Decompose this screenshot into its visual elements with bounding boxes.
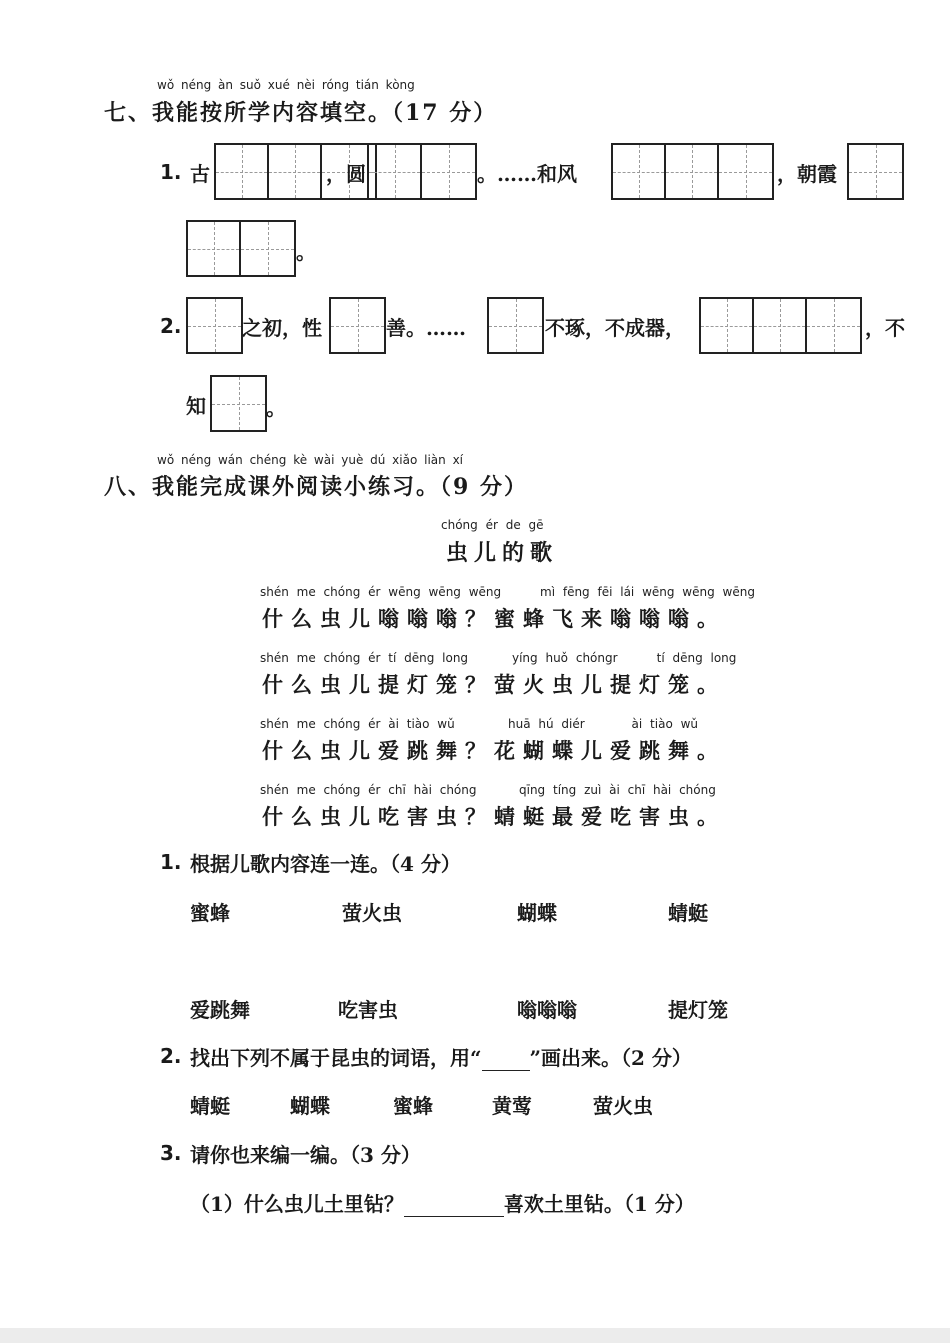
grid-cell[interactable] [188, 299, 241, 352]
q7-2-text-1: 之初，性 [242, 316, 322, 340]
poem-line-1-pinyin-a: shén me chóng ér wēng wēng wēng [260, 585, 502, 599]
poem-line-4-pinyin-b: qīng tíng zuì ài chī hài chóng [519, 783, 716, 797]
section7-title: 七、我能按所学内容填空。（17 分） [104, 100, 498, 126]
q8-2-text-b: ”画出来。（2 分） [529, 1046, 692, 1070]
song-title-pinyin: chóng ér de gē [441, 518, 544, 532]
word-option-2[interactable]: 蝴蝶 [290, 1094, 330, 1118]
q8-3-sub-1-text-a: （1）什么虫儿土里钻？ [190, 1192, 404, 1216]
grid-cell[interactable] [849, 145, 902, 198]
q7-1-text-3: 。……和风 [477, 162, 577, 186]
poem-line-3-pinyin-a: shén me chóng ér ài tiào wǔ [260, 717, 455, 731]
grid-cell[interactable] [719, 145, 772, 198]
q7-1-text-5: 。 [296, 240, 316, 264]
match-bottom-3[interactable]: 嗡嗡嗡 [517, 998, 577, 1022]
grid-cell[interactable] [489, 299, 542, 352]
grid-cell[interactable] [331, 299, 384, 352]
q7-1-number: 1. [160, 160, 182, 184]
song-title: 虫儿的歌 [446, 540, 559, 566]
word-option-5[interactable]: 萤火虫 [593, 1094, 653, 1118]
poem-line-1-pinyin-b: mì fēng fēi lái wēng wēng wēng [540, 585, 755, 599]
word-option-4[interactable]: 黄莺 [492, 1094, 532, 1118]
section7-pinyin: wǒ néng àn suǒ xué nèi róng tián kòng [157, 78, 415, 92]
q7-2-text-6: 。 [266, 396, 286, 420]
q8-3-sub-1 [190, 1188, 695, 1217]
match-bottom-4[interactable]: 提灯笼 [668, 998, 728, 1022]
match-top-1[interactable]: 蜜蜂 [190, 901, 230, 925]
underline-sample [482, 1048, 530, 1071]
grid-cell[interactable] [216, 145, 269, 198]
q7-1-text-2: ，圆 [326, 162, 366, 186]
q8-2-prompt [190, 1042, 692, 1071]
poem-line-3-pinyin-b: huā hú diér ài tiào wǔ [508, 717, 699, 731]
q8-3-sub-1-text-b: 喜欢土里钻。（1 分） [503, 1192, 695, 1216]
q7-2-text-4: ，不 [865, 316, 905, 340]
page-bottom-edge [0, 1328, 950, 1343]
q8-1-text: 根据儿歌内容连一连。（4 分） [190, 852, 461, 876]
grid-cell[interactable] [701, 299, 754, 352]
poem-line-2-pinyin-a: shén me chóng ér tí dēng long [260, 651, 469, 665]
poem-line-4: 什么虫儿吃害虫？蜻蜓最爱吃害虫。 [262, 804, 726, 829]
grid-cell[interactable] [369, 145, 422, 198]
q7-1-text-4: ，朝霞 [777, 162, 837, 186]
grid-cell[interactable] [807, 299, 860, 352]
grid-cell[interactable] [754, 299, 807, 352]
q8-2-number: 2. [160, 1044, 182, 1068]
grid-cell[interactable] [188, 222, 241, 275]
match-top-3[interactable]: 蝴蝶 [517, 901, 557, 925]
match-top-2[interactable]: 萤火虫 [342, 901, 402, 925]
grid-cell[interactable] [613, 145, 666, 198]
q7-2-number: 2. [160, 314, 182, 338]
answer-grid-1[interactable] [847, 143, 904, 200]
word-option-1[interactable]: 蜻蜓 [190, 1094, 230, 1118]
match-bottom-1[interactable]: 爱跳舞 [190, 998, 250, 1022]
grid-cell[interactable] [269, 145, 322, 198]
poem-line-3: 什么虫儿爱跳舞？花蝴蝶儿爱跳舞。 [262, 738, 726, 763]
q7-2-text-5: 知 [186, 394, 206, 418]
match-top-4[interactable]: 蜻蜓 [668, 901, 708, 925]
answer-grid-2[interactable] [367, 143, 477, 200]
answer-grid-3[interactable] [699, 297, 862, 354]
answer-blank[interactable] [404, 1192, 504, 1217]
poem-line-2: 什么虫儿提灯笼？萤火虫儿提灯笼。 [262, 672, 726, 697]
q8-3-number: 3. [160, 1141, 182, 1165]
q8-1-number: 1. [160, 850, 182, 874]
word-option-3[interactable]: 蜜蜂 [393, 1094, 433, 1118]
q8-3-text: 请你也来编一编。（3 分） [190, 1143, 421, 1167]
answer-grid-2[interactable] [186, 220, 296, 277]
answer-grid-1[interactable] [186, 297, 243, 354]
grid-cell[interactable] [241, 222, 294, 275]
poem-line-4-pinyin-a: shén me chóng ér chī hài chóng [260, 783, 477, 797]
answer-grid-1[interactable] [210, 375, 267, 432]
match-bottom-2[interactable]: 吃害虫 [338, 998, 398, 1022]
answer-grid-1[interactable] [487, 297, 544, 354]
poem-line-2-pinyin-b: yíng huǒ chóngr tí dēng long [512, 651, 737, 665]
section8-title: 八、我能完成课外阅读小练习。（9 分） [104, 474, 528, 500]
q7-2-text-3: 不琢，不成器， [545, 316, 685, 340]
grid-cell[interactable] [422, 145, 475, 198]
q7-2-text-2: 善。…… [386, 316, 466, 340]
poem-line-1: 什么虫儿嗡嗡嗡？蜜蜂飞来嗡嗡嗡。 [262, 606, 726, 631]
q8-2-text-a: 找出下列不属于昆虫的词语，用“ [190, 1046, 482, 1070]
answer-grid-1[interactable] [329, 297, 386, 354]
grid-cell[interactable] [666, 145, 719, 198]
grid-cell[interactable] [212, 377, 265, 430]
q7-1-text-1: 古 [190, 162, 210, 186]
section8-pinyin: wǒ néng wán chéng kè wài yuè dú xiǎo liàn xí [157, 453, 464, 467]
answer-grid-3[interactable] [611, 143, 774, 200]
